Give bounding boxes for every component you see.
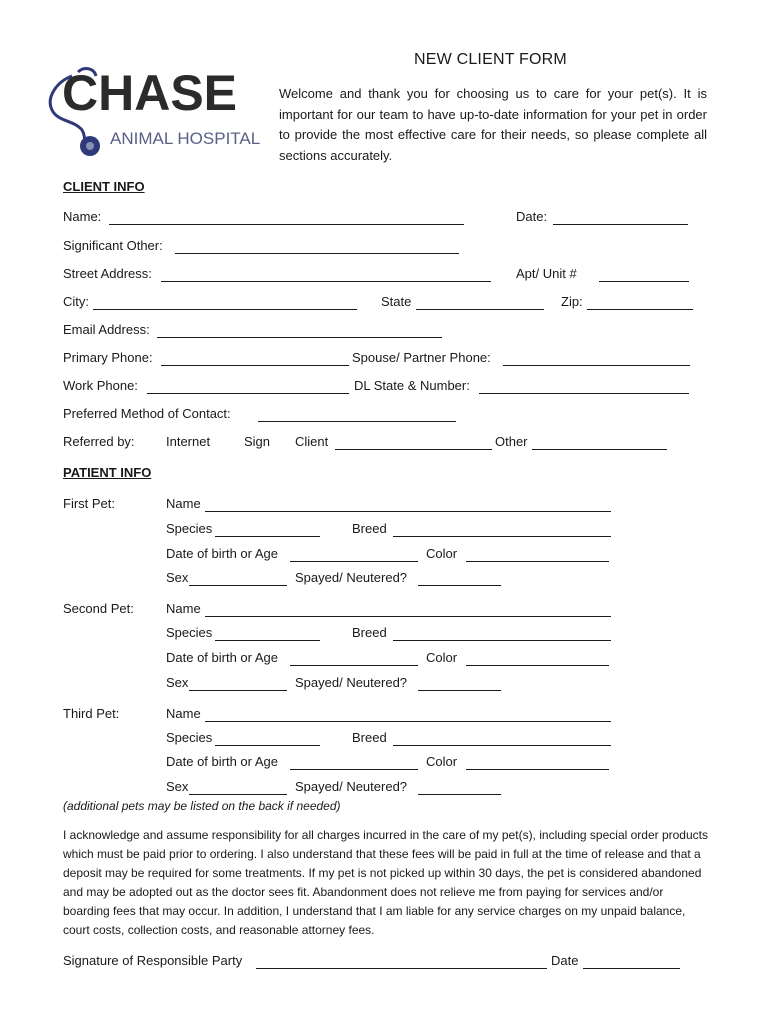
pet1-color-field[interactable] [466,547,609,562]
referred-sign-option[interactable]: Sign [244,434,271,449]
pet3-color-field[interactable] [466,755,609,770]
pet2-species-label: Species [166,625,213,640]
pet3-name-label: Name [166,706,201,721]
referred-client-field[interactable] [335,435,492,450]
acknowledgement-text: I acknowledge and assume responsibility for all charges incurred in the care of my pet(s), including special order products which must be paid prior to ordering. I also understand that these fees will be paid in full at the time of release and that a deposit may be required for some treatments. If my pet is not picked up within 30 days, the pet is considered abandoned and may be adopted out as the doctor sees fit. Abandonment does not relieve me from paying for services and/or boarding fees that may occur. In addition, I understand that I am liable for any service charges on my unpaid balance, court costs, collection costs, and reasonable attorney fees. [63,828,708,937]
pet1-sex-field[interactable] [189,571,287,586]
pet1-breed-field[interactable] [393,522,611,537]
pet2-sex-field[interactable] [189,676,287,691]
zip-field[interactable] [587,295,693,310]
logo [38,64,270,164]
pet1-spayed-label: Spayed/ Neutered? [295,570,408,585]
apt-label: Apt/ Unit # [516,266,577,281]
signature-field[interactable] [256,954,547,969]
pet1-dob-field[interactable] [290,547,418,562]
pet2-dob-label: Date of birth or Age [166,650,279,665]
additional-pets-note: (additional pets may be listed on the back if needed) [63,799,341,813]
pet1-spayed-field[interactable] [418,571,501,586]
pet3-sex-field[interactable] [189,780,287,795]
date-label: Date: [516,209,548,224]
form-title: NEW CLIENT FORM [414,51,567,68]
work-phone-field[interactable] [147,379,349,394]
pet1-name-label: Name [166,496,201,511]
primary-phone-label: Primary Phone: [63,350,153,365]
pet2-spayed-field[interactable] [418,676,501,691]
signature-date-field[interactable] [583,954,680,969]
significant-other-label: Significant Other: [63,238,163,253]
pet3-breed-label: Breed [352,730,387,745]
referred-other-field[interactable] [532,435,667,450]
pet1-species-label: Species [166,521,213,536]
city-field[interactable] [93,295,357,310]
pet2-color-field[interactable] [466,651,609,666]
pet2-color-label: Color [426,650,458,665]
referred-other-option[interactable]: Other [495,434,528,449]
logo-main-text: CHASE [62,65,238,121]
dl-field[interactable] [479,379,689,394]
spouse-phone-label: Spouse/ Partner Phone: [352,350,491,365]
pet2-breed-label: Breed [352,625,387,640]
pet1-color-label: Color [426,546,458,561]
signature-label: Signature of Responsible Party [63,953,243,968]
city-label: City: [63,294,89,309]
pet1-species-field[interactable] [215,522,320,537]
referred-client-option[interactable]: Client [295,434,329,449]
third-pet-label: Third Pet: [63,706,120,721]
signature-date-label: Date [551,953,579,968]
pet1-name-field[interactable] [205,497,611,512]
pet3-species-field[interactable] [215,731,320,746]
email-field[interactable] [157,323,442,338]
pet3-color-label: Color [426,754,458,769]
contact-field[interactable] [258,407,456,422]
second-pet-label: Second Pet: [63,601,134,616]
email-label: Email Address: [63,322,150,337]
pet2-name-label: Name [166,601,201,616]
referred-label: Referred by: [63,434,135,449]
pet3-dob-label: Date of birth or Age [166,754,279,769]
pet2-breed-field[interactable] [393,626,611,641]
client-info-heading: CLIENT INFO [63,179,145,194]
stethoscope-logo-icon [38,64,270,164]
pet3-sex-label: Sex [166,779,189,794]
pet2-species-field[interactable] [215,626,320,641]
pet2-sex-label: Sex [166,675,189,690]
pet3-spayed-label: Spayed/ Neutered? [295,779,408,794]
pet2-dob-field[interactable] [290,651,418,666]
state-label: State [381,294,412,309]
significant-other-field[interactable] [175,239,459,254]
name-label: Name: [63,209,102,224]
pet1-sex-label: Sex [166,570,189,585]
state-field[interactable] [416,295,544,310]
referred-internet-option[interactable]: Internet [166,434,211,449]
street-label: Street Address: [63,266,152,281]
pet2-name-field[interactable] [205,602,611,617]
date-field[interactable] [553,210,688,225]
pet3-name-field[interactable] [205,707,611,722]
work-phone-label: Work Phone: [63,378,138,393]
patient-info-heading: PATIENT INFO [63,465,152,480]
pet1-breed-label: Breed [352,521,387,536]
first-pet-label: First Pet: [63,496,116,511]
apt-field[interactable] [599,267,689,282]
name-field[interactable] [109,210,464,225]
pet3-spayed-field[interactable] [418,780,501,795]
pet3-species-label: Species [166,730,213,745]
contact-label: Preferred Method of Contact: [63,406,231,421]
intro-text: Welcome and thank you for choosing us to care for your pet(s). It is important for our team to have up-to-date information for your pet in order to provide the most effective care for their needs, so please complete all sections accurately. [279,86,707,163]
primary-phone-field[interactable] [161,351,349,366]
pet3-breed-field[interactable] [393,731,611,746]
zip-label: Zip: [561,294,583,309]
pet3-dob-field[interactable] [290,755,418,770]
logo-sub-text: ANIMAL HOSPITAL [110,129,261,148]
pet2-spayed-label: Spayed/ Neutered? [295,675,408,690]
dl-label: DL State & Number: [354,378,470,393]
pet1-dob-label: Date of birth or Age [166,546,279,561]
spouse-phone-field[interactable] [503,351,690,366]
street-field[interactable] [161,267,491,282]
